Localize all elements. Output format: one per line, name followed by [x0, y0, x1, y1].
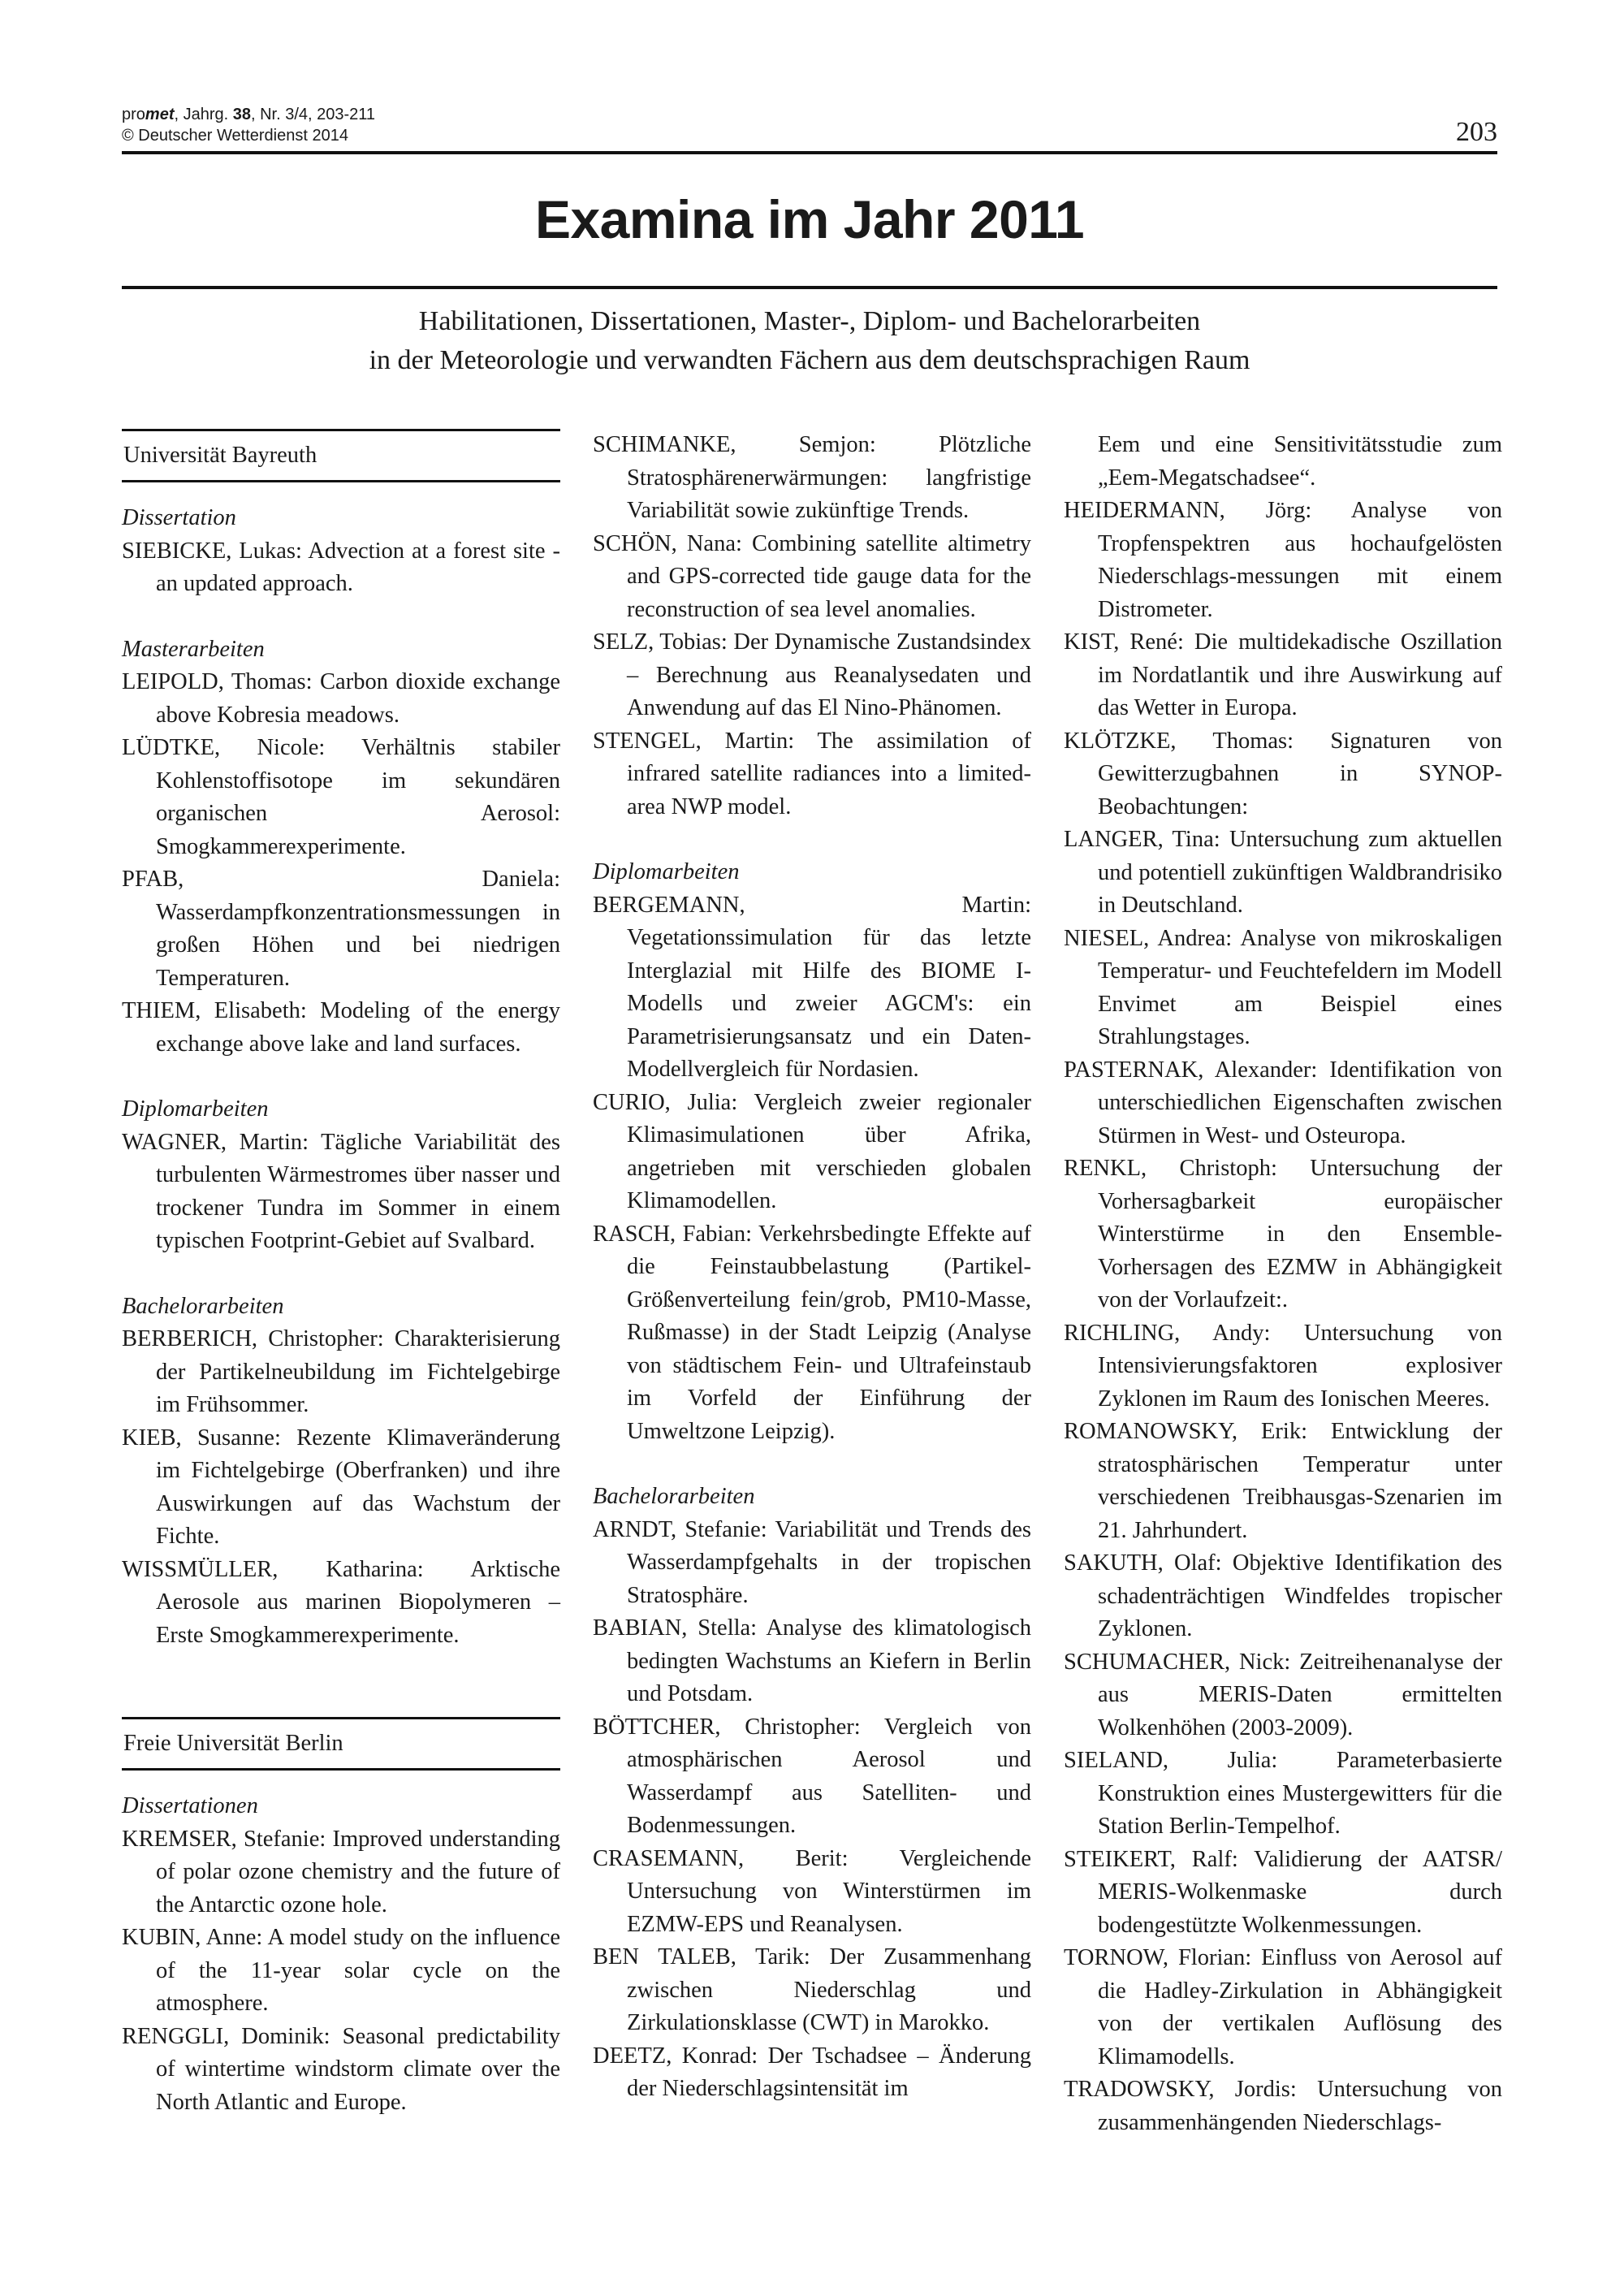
university-heading-berlin: Freie Universität Berlin	[122, 1717, 560, 1771]
category-heading: Bachelorarbeiten	[593, 1484, 755, 1509]
thesis-entry: RENKL, Christoph: Untersuchung der Vorhersagbarkeit europäischer Winterstürme in den Ensemble-Vorhersagen des EZMW in Abhängigkeit von der Vorlaufzeit:.	[1064, 1156, 1502, 1312]
thesis-entry: KIST, René: Die multidekadische Oszillation im Nordatlantik und ihre Auswirkung auf das Wetter in Europa.	[1064, 629, 1502, 720]
category-heading: Dissertationen	[122, 1793, 258, 1818]
thesis-entry: SCHIMANKE, Semjon: Plötzliche Stratosphärenerwärmungen: langfristige Variabilität sowie zukünftige Trends.	[593, 432, 1031, 523]
thesis-entry: ARNDT, Stefanie: Variabilität und Trends des Wasserdampfgehalts in der tropischen Stratosphäre.	[593, 1516, 1031, 1608]
thesis-entry: SELZ, Tobias: Der Dynamische Zustandsindex – Berechnung aus Reanalysedaten und Anwendung auf das El Nino-Phänomen.	[593, 629, 1031, 720]
thesis-entry: PFAB, Daniela: Wasserdampfkonzentrationsmessungen in großen Höhen und bei niedrigen Temperaturen.	[122, 867, 560, 991]
thesis-entry: KREMSER, Stefanie: Improved understanding of polar ozone chemistry and the future of the Antarctic ozone hole.	[122, 1826, 560, 1918]
copyright-line: © Deutscher Wetterdienst 2014	[122, 127, 348, 145]
thesis-entry: BABIAN, Stella: Analyse des klimatologisch bedingten Wachstums an Kiefern in Berlin und Potsdam.	[593, 1615, 1031, 1706]
thesis-entry: TRADOWSKY, Jordis: Untersuchung von zusammenhängenden Niederschlags-	[1064, 2077, 1502, 2135]
thesis-entry: TORNOW, Florian: Einfluss von Aerosol auf die Hadley-Zirkulation in Abhängigkeit von der vertikalen Auflösung des Klimamodells.	[1064, 1945, 1502, 2069]
thesis-entry: WISSMÜLLER, Katharina: Arktische Aerosole aus marinen Biopolymeren – Erste Smogkammerexperimente.	[122, 1556, 560, 1648]
thesis-entry: ROMANOWSKY, Erik: Entwicklung der stratosphärischen Temperatur unter verschiedenen Treibhausgas-Szenarien im 21. Jahrhundert.	[1064, 1419, 1502, 1543]
category-heading: Diplomarbeiten	[593, 859, 740, 884]
thesis-entry: BÖTTCHER, Christopher: Vergleich von atmosphärischen Aerosol und Wasserdampf aus Satelliten- und Bodenmessungen.	[593, 1714, 1031, 1838]
subtitle-line-2: in der Meteorologie und verwandten Fächern aus dem deutschsprachigen Raum	[369, 345, 1250, 375]
thesis-entry: KIEB, Susanne: Rezente Klimaveränderung im Fichtelgebirge (Oberfranken) und ihre Auswirkungen auf das Wachstum der Fichte.	[122, 1425, 560, 1549]
title-rule	[122, 286, 1497, 289]
journal-line	[122, 104, 375, 125]
page-title: Examina im Jahr 2011	[534, 189, 1085, 249]
thesis-entry: SCHUMACHER, Nick: Zeitreihenanalyse der aus MERIS-Daten ermittelten Wolkenhöhen (2003-2009).	[1064, 1649, 1502, 1740]
thesis-entry: NIESEL, Andrea: Analyse von mikroskaligen Temperatur- und Feuchtefeldern im Modell Envimet am Beispiel eines Strahlungstages.	[1064, 925, 1502, 1049]
category-heading: Dissertation	[122, 505, 236, 530]
journal-citation	[122, 104, 375, 146]
university-heading-bayreuth: Universität Bayreuth	[122, 429, 560, 482]
thesis-entry: RICHLING, Andy: Untersuchung von Intensivierungsfaktoren explosiver Zyklonen im Raum des Ionischen Meeres.	[1064, 1320, 1502, 1412]
thesis-entry: CRASEMANN, Berit: Vergleichende Untersuchung von Winterstürmen im EZMW-EPS und Reanalysen.	[593, 1845, 1031, 1937]
column-3	[1064, 429, 1502, 2139]
thesis-entry: STEIKERT, Ralf: Validierung der AATSR/ MERIS-Wolkenmaske durch bodengestützte Wolkenmessungen.	[1064, 1846, 1502, 1938]
column-1	[122, 429, 560, 2119]
thesis-entry: PASTERNAK, Alexander: Identifikation von unterschiedlichen Eigenschaften zwischen Stürmen in West- und Osteuropa.	[1064, 1057, 1502, 1148]
thesis-entry: KUBIN, Anne: A model study on the influence of the 11-year solar cycle on the atmosphere.	[122, 1925, 560, 2016]
thesis-entry: LEIPOLD, Thomas: Carbon dioxide exchange above Kobresia meadows.	[122, 669, 560, 728]
column-2	[593, 429, 1031, 2106]
thesis-entry: SAKUTH, Olaf: Objektive Identifikation des schadenträchtigen Windfeldes tropischer Zyklonen.	[1064, 1550, 1502, 1641]
thesis-entry: BERGEMANN, Martin: Vegetationssimulation für das letzte Interglazial mit Hilfe des BIOME I-Modells und zweier AGCM's: ein Parametrisierungsansatz und ein Daten-Modellvergleich für Nordasien.	[593, 892, 1031, 1082]
journal-name-italic: met	[145, 106, 175, 123]
thesis-entry: KLÖTZKE, Thomas: Signaturen von Gewitterzugbahnen in SYNOP-Beobachtungen:	[1064, 728, 1502, 819]
thesis-entry-continuation: Eem und eine Sensitivitätsstudie zum „Eem-Megatschadsee“.	[1098, 432, 1502, 491]
thesis-entry: BERBERICH, Christopher: Charakterisierung der Partikelneubildung im Fichtelgebirge im Frühsommer.	[122, 1326, 560, 1417]
journal-year-label: , Jahrg.	[174, 106, 233, 123]
header-rule	[122, 151, 1497, 154]
thesis-entry: SCHÖN, Nana: Combining satellite altimetry and GPS-corrected tide gauge data for the reconstruction of sea level anomalies.	[593, 530, 1031, 622]
thesis-entry: LANGER, Tina: Untersuchung zum aktuellen und potentiell zukünftigen Waldbrandrisiko in Deutschland.	[1064, 827, 1502, 918]
thesis-entry: STENGEL, Martin: The assimilation of infrared satellite radiances into a limited-area NWP model.	[593, 728, 1031, 819]
thesis-entry: SIEBICKE, Lukas: Advection at a forest site - an updated approach.	[122, 538, 560, 596]
thesis-entry: RENGGLI, Dominik: Seasonal predictability of wintertime windstorm climate over the North Atlantic and Europe.	[122, 2023, 560, 2115]
thesis-entry: RASCH, Fabian: Verkehrsbedingte Effekte auf die Feinstaubbelastung (Partikel-Größenverteilung fein/grob, PM10-Masse, Rußmasse) in der Stadt Leipzig (Analyse von städtischem Fein- und Ultrafeinstaub im Vorfeld der Einführung der Umweltzone Leipzig).	[593, 1221, 1031, 1444]
thesis-entry: DEETZ, Konrad: Der Tschadsee – Änderung der Niederschlagsintensität im	[593, 2043, 1031, 2101]
thesis-entry: HEIDERMANN, Jörg: Analyse von Tropfenspektren aus hochaufgelösten Niederschlags-messungen mit einem Distrometer.	[1064, 498, 1502, 622]
thesis-entry: WAGNER, Martin: Tägliche Variabilität des turbulenten Wärmestromes über nasser und trockener Tundra im Sommer in einem typischen Footprint-Gebiet auf Svalbard.	[122, 1129, 560, 1253]
page-subtitle	[122, 302, 1497, 380]
thesis-entry: BEN TALEB, Tarik: Der Zusammenhang zwischen Niederschlag und Zirkulationsklasse (CWT) in Marokko.	[593, 1944, 1031, 2035]
thesis-entry: CURIO, Julia: Vergleich zweier regionaler Klimasimulationen über Afrika, angetrieben mit verschieden globalen Klimamodellen.	[593, 1089, 1031, 1213]
subtitle-line-1: Habilitationen, Dissertationen, Master-, Diplom- und Bachelorarbeiten	[418, 306, 1201, 336]
journal-volume: 38	[232, 106, 251, 123]
page-number: 203	[1456, 117, 1497, 147]
journal-issue-pages: , Nr. 3/4, 203-211	[251, 106, 376, 123]
journal-name-prefix: pro	[122, 106, 145, 123]
thesis-entry: LÜDTKE, Nicole: Verhältnis stabiler Kohlenstoffisotope im sekundären organischen Aerosol: Smogkammerexperimente.	[122, 735, 560, 859]
category-heading: Bachelorarbeiten	[122, 1293, 284, 1319]
category-heading: Masterarbeiten	[122, 636, 265, 662]
thesis-entry: SIELAND, Julia: Parameterbasierte Konstruktion eines Mustergewitters für die Station Berlin-Tempelhof.	[1064, 1748, 1502, 1839]
category-heading: Diplomarbeiten	[122, 1096, 269, 1122]
thesis-entry: THIEM, Elisabeth: Modeling of the energy exchange above lake and land surfaces.	[122, 998, 560, 1057]
